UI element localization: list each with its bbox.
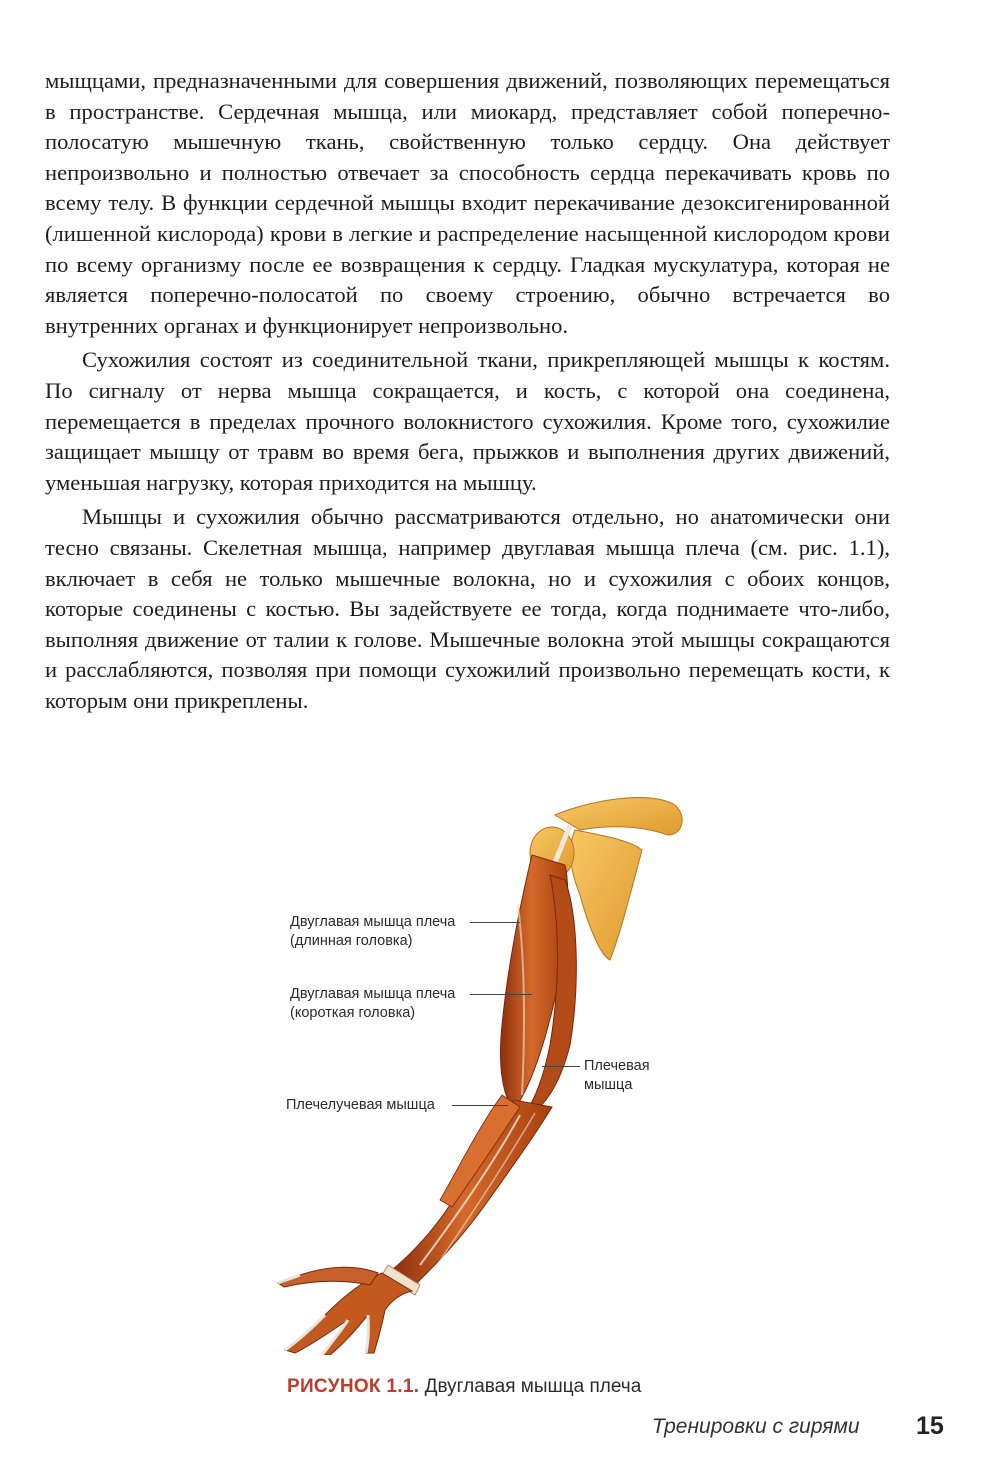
leader-brachioradialis [452, 1105, 508, 1106]
label-brachialis: Плечевая мышца [584, 1058, 650, 1093]
label-short-head: Двуглавая мышца плеча (короткая головка) [290, 986, 456, 1021]
page-number: 15 [916, 1412, 944, 1440]
arm-muscle-illustration [270, 795, 710, 1355]
leader-short-head [470, 994, 532, 995]
running-footer-title: Тренировки с гирями [652, 1415, 860, 1438]
paragraph-3: Мышцы и сухожилия обычно рассматриваются отдельно, но анатомически они тесно связаны. Скелетная мышца, например двуглавая мышца плеча (см. рис. 1.1), включает в себя не только мышечные волокна, но и сухожилия с обоих концов, которые соединены с костью. Вы задействуете ее тогда, когда поднимаете что-либо, выполняя движение от талии к голове. Мышечные волокна этой мышцы сокращаются и расслабляются, позволяя при помощи сухожилий произвольно перемещать кости, к которым они прикреплены. [45, 504, 890, 713]
label-long-head: Двуглавая мышца плеча (длинная головка) [290, 914, 456, 949]
leader-brachialis [542, 1066, 580, 1067]
paragraph-2: Сухожилия состоят из соединительной ткани, прикрепляющей мышцы к костям. По сигналу от нерва мышца сокращается, и кость, с которой она соединена, перемещается в пределах прочного волокнистого сухожилия. Кроме того, сухожилие защищает мышцу от травм во время бега, прыжков и выполнения других движений, уменьшая нагрузку, которая приходится на мышцу. [45, 347, 890, 495]
figure-caption [287, 1376, 641, 1398]
caption-text: Двуглавая мышца плеча [424, 1376, 642, 1397]
caption-figure-number: РИСУНОК 1.1. [287, 1376, 420, 1397]
label-brachioradialis: Плечелучевая мышца [286, 1097, 435, 1113]
paragraph-1: мыщцами, предназначенными для совершения движений, позволяющих перемещаться в пространстве. Сердечная мышца, или миокард, представляет собой поперечно-полосатую мышечную ткань, свойственную только сердцу. Она действует непроизвольно и полностью отвечает за способность сердца перекачивать кровь по всему телу. В функции сердечной мышцы входит перекачивание дезоксигенированной (лишенной кислорода) крови в легкие и распределение насыщенной кислородом крови по всему организму после ее возвращения к сердцу. Гладкая мускулатура, которая не является поперечно-полосатой по своему строению, обычно встречается во внутренних органах и функционирует непроизвольно. [45, 68, 890, 338]
leader-long-head [470, 922, 520, 923]
body-text [45, 66, 890, 716]
